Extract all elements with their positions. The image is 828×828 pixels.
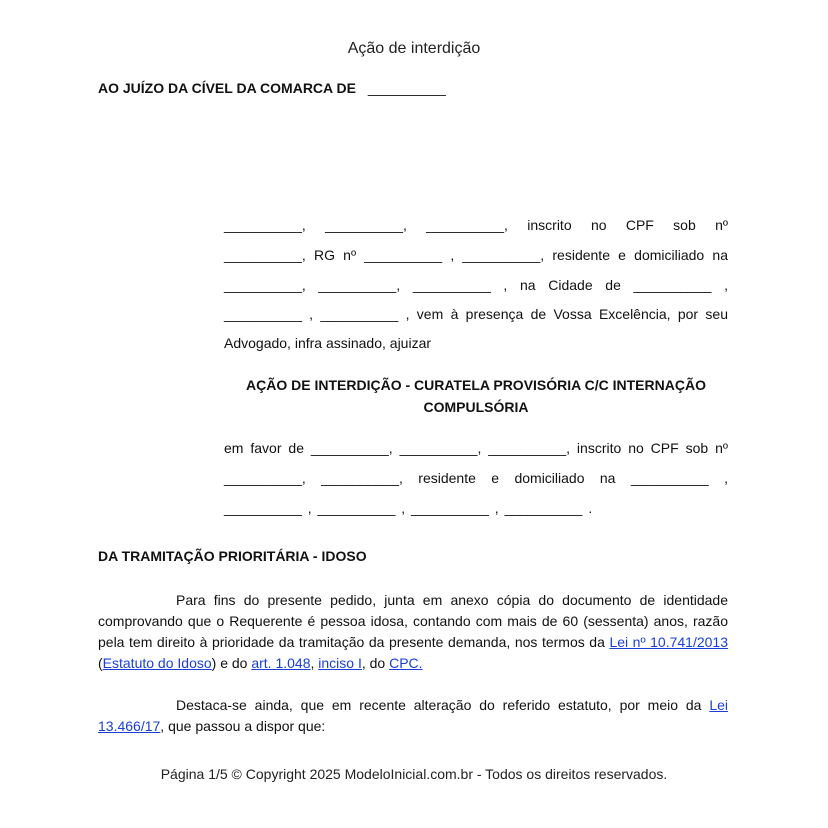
qualification-line: Advogado, infra assinado, ajuizar <box>224 335 432 351</box>
paragraph-estatuto <box>98 695 728 737</box>
qualification-line: __________, __________, __________ , na Cidade de __________ , <box>224 277 728 293</box>
favor-line: em favor de __________, __________, __________, inscrito no CPF sob nº <box>224 440 728 456</box>
action-title-line: COMPULSÓRIA <box>423 399 529 415</box>
favor-line: __________, __________, residente e domiciliado na __________ , <box>224 470 728 486</box>
link-cpc[interactable]: CPC. <box>389 655 423 671</box>
link-estatuto-idoso[interactable]: Estatuto do Idoso <box>102 655 212 671</box>
link-inciso-i[interactable]: inciso I <box>318 655 362 671</box>
qualification-line: __________, __________, __________, inscrito no CPF sob nº <box>224 217 728 233</box>
addressee-blank: __________ <box>367 80 446 96</box>
action-title-line: AÇÃO DE INTERDIÇÃO - CURATELA PROVISÓRIA C/C INTERNAÇÃO <box>246 377 706 393</box>
page-title: Ação de interdição <box>347 40 481 57</box>
footer: Página 1/5 © Copyright 2025 ModeloInicial.com.br - Todos os direitos reservados. <box>160 766 668 782</box>
paragraph-text: ) e do <box>211 655 252 671</box>
paragraph-text: ( <box>98 655 103 671</box>
link-lei-10741[interactable]: Lei nº 10.741/2013 <box>609 634 728 650</box>
qualification-line: __________ , __________ , vem à presença de Vossa Excelência, por seu <box>224 306 728 322</box>
link-lei-13466[interactable]: Lei 13.466/17 <box>98 697 728 734</box>
paragraph-text: , do <box>361 655 390 671</box>
paragraph-text: Para fins do presente pedido, junta em anexo cópia do documento de identidade comprovando que o Requerente é pessoa idosa, contando com mais de 60 (sessenta) anos, razão pela tem direito à prioridade da tramitação da presente demanda, nos termos da <box>98 592 728 650</box>
section-heading: DA TRAMITAÇÃO PRIORITÁRIA - IDOSO <box>98 548 367 564</box>
addressee <box>98 80 446 96</box>
qualification-line: __________, RG nº __________ , __________, residente e domiciliado na <box>224 247 728 263</box>
paragraph-text: Destaca-se ainda, que em recente alteração do referido estatuto, por meio da <box>176 697 710 713</box>
paragraph-text: , que passou a dispor que: <box>160 718 326 734</box>
paragraph-text: , <box>310 655 319 671</box>
paragraph-prioridade <box>98 590 728 674</box>
favor-line: __________ , __________ , __________ , __________ . <box>224 500 593 516</box>
action-title <box>224 374 728 418</box>
addressee-label: AO JUÍZO DA CÍVEL DA COMARCA DE <box>98 80 356 96</box>
link-art-1048[interactable]: art. 1.048 <box>251 655 311 671</box>
